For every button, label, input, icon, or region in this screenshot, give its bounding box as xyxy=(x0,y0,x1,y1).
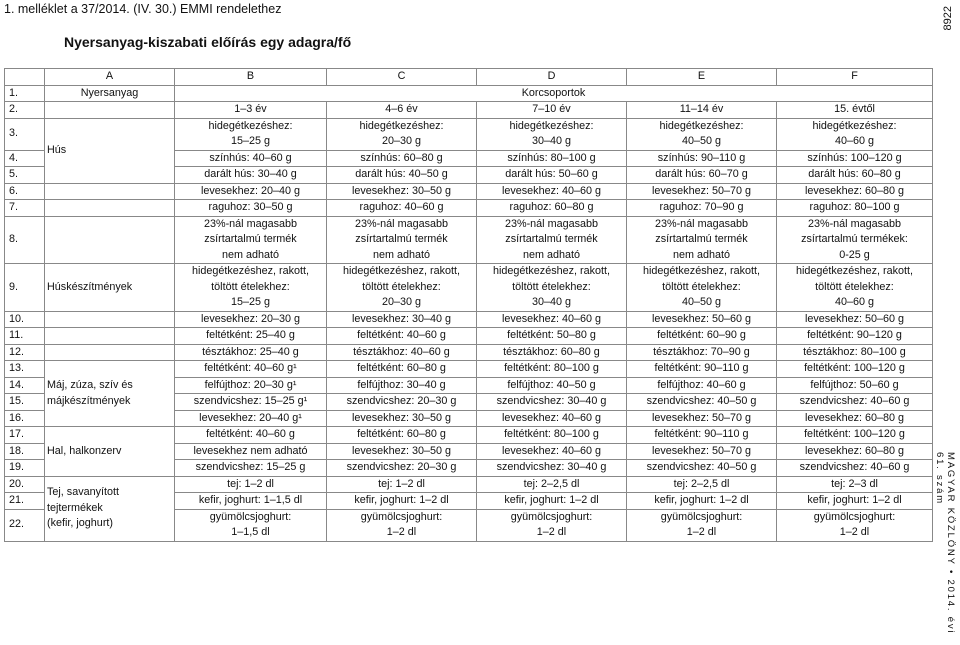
table-cell: színhús: 40–60 g xyxy=(175,150,327,167)
column-header: D xyxy=(477,69,627,86)
table-cell: levesekhez: 40–60 g xyxy=(477,443,627,460)
table-cell: 23%-nál magasabb zsírtartalmú termékek: 0-25 g xyxy=(777,216,933,264)
table-cell: hidegétkezéshez: 40–50 g xyxy=(627,118,777,150)
row-number: 14. xyxy=(5,377,45,394)
table-cell: levesekhez: 20–30 g xyxy=(175,311,327,328)
table-cell: gyümölcsjoghurt: 1–2 dl xyxy=(327,509,477,541)
table-cell: hidegétkezéshez, rakott, töltött ételekhez: 15–25 g xyxy=(175,264,327,312)
table-cell: tej: 1–2 dl xyxy=(327,476,477,493)
table-cell: gyümölcsjoghurt: 1–2 dl xyxy=(477,509,627,541)
table-cell: kefir, joghurt: 1–2 dl xyxy=(327,493,477,510)
table-cell: levesekhez: 50–60 g xyxy=(777,311,933,328)
table-cell: szendvicshez: 15–25 g xyxy=(175,460,327,477)
row-number: 5. xyxy=(5,167,45,184)
row-number: 10. xyxy=(5,311,45,328)
table-cell: levesekhez: 30–50 g xyxy=(327,183,477,200)
table-cell: darált hús: 40–50 g xyxy=(327,167,477,184)
table-cell: felfújthoz: 40–60 g xyxy=(627,377,777,394)
column-header: A xyxy=(45,69,175,86)
row-number: 19. xyxy=(5,460,45,477)
table-cell: feltétként: 40–60 g xyxy=(175,427,327,444)
table-cell: levesekhez: 50–60 g xyxy=(627,311,777,328)
table-cell: tésztákhoz: 70–90 g xyxy=(627,344,777,361)
table-cell: feltétként: 100–120 g xyxy=(777,427,933,444)
row-number: 17. xyxy=(5,427,45,444)
age-group: 4–6 év xyxy=(327,102,477,119)
row-number: 12. xyxy=(5,344,45,361)
table-cell: feltétként: 60–80 g xyxy=(327,427,477,444)
table-cell: feltétként: 80–100 g xyxy=(477,361,627,378)
column-header: C xyxy=(327,69,477,86)
table-cell: levesekhez: 30–40 g xyxy=(327,311,477,328)
table-cell: kefir, joghurt: 1–1,5 dl xyxy=(175,493,327,510)
table-cell: levesekhez: 20–40 g xyxy=(175,183,327,200)
publication-sidebar: MAGYAR KÖZLÖNY • 2014. évi 61. szám xyxy=(934,452,956,635)
table-cell: raguhoz: 40–60 g xyxy=(327,200,477,217)
table-cell: darált hús: 60–70 g xyxy=(627,167,777,184)
table-cell: 23%-nál magasabb zsírtartalmú termék nem adható xyxy=(477,216,627,264)
table-cell: szendvicshez: 20–30 g xyxy=(327,394,477,411)
table-cell: feltétként: 80–100 g xyxy=(477,427,627,444)
table-cell: kefir, joghurt: 1–2 dl xyxy=(627,493,777,510)
row-number: 22. xyxy=(5,509,45,541)
column-header: E xyxy=(627,69,777,86)
table-cell: színhús: 100–120 g xyxy=(777,150,933,167)
table-cell: feltétként: 40–60 g xyxy=(327,328,477,345)
table-cell: hidegétkezéshez, rakott, töltött ételekhez: 20–30 g xyxy=(327,264,477,312)
table-cell: feltétként: 60–90 g xyxy=(627,328,777,345)
row-number: 15. xyxy=(5,394,45,411)
table-cell: raguhoz: 60–80 g xyxy=(477,200,627,217)
table-cell: feltétként: 40–60 g¹ xyxy=(175,361,327,378)
table-row xyxy=(5,216,933,264)
page-number: 8922 xyxy=(942,6,954,31)
column-header: F xyxy=(777,69,933,86)
table-cell: levesekhez: 60–80 g xyxy=(777,410,933,427)
table-cell: tésztákhoz: 40–60 g xyxy=(327,344,477,361)
table-cell: hidegétkezéshez: 40–60 g xyxy=(777,118,933,150)
age-group: 1–3 év xyxy=(175,102,327,119)
table-cell: szendvicshez: 30–40 g xyxy=(477,394,627,411)
table-cell: felfújthoz: 20–30 g¹ xyxy=(175,377,327,394)
table-cell: hidegétkezéshez: 15–25 g xyxy=(175,118,327,150)
row-number: 2. xyxy=(5,102,45,119)
table-row xyxy=(5,183,933,200)
row-number: 6. xyxy=(5,183,45,200)
table-cell: levesekhez: 50–70 g xyxy=(627,443,777,460)
table-cell: szendvicshez: 30–40 g xyxy=(477,460,627,477)
table-cell: 23%-nál magasabb zsírtartalmú termék nem adható xyxy=(175,216,327,264)
table-row xyxy=(5,427,933,444)
row-number: 11. xyxy=(5,328,45,345)
table-row xyxy=(5,476,933,493)
row-number: 9. xyxy=(5,264,45,312)
table-cell: feltétként: 50–80 g xyxy=(477,328,627,345)
table-cell: szendvicshez: 15–25 g¹ xyxy=(175,394,327,411)
age-group: 15. évtől xyxy=(777,102,933,119)
table-row xyxy=(5,361,933,378)
annex-reference: 1. melléklet a 37/2014. (IV. 30.) EMMI rendelethez xyxy=(4,2,282,16)
row-number: 1. xyxy=(5,85,45,102)
table-cell: feltétként: 60–80 g xyxy=(327,361,477,378)
table-cell: tésztákhoz: 25–40 g xyxy=(175,344,327,361)
row-number: 3. xyxy=(5,118,45,150)
table-cell: szendvicshez: 40–50 g xyxy=(627,460,777,477)
table-cell: tej: 1–2 dl xyxy=(175,476,327,493)
table-cell: színhús: 60–80 g xyxy=(327,150,477,167)
table-cell: szendvicshez: 40–50 g xyxy=(627,394,777,411)
table-cell: 23%-nál magasabb zsírtartalmú termék nem adható xyxy=(327,216,477,264)
table-cell: tej: 2–2,5 dl xyxy=(627,476,777,493)
column-header: B xyxy=(175,69,327,86)
table-cell: tésztákhoz: 60–80 g xyxy=(477,344,627,361)
row-number: 16. xyxy=(5,410,45,427)
table-cell: szendvicshez: 40–60 g xyxy=(777,394,933,411)
table-cell: hidegétkezéshez: 30–40 g xyxy=(477,118,627,150)
column-letter-row xyxy=(5,69,933,86)
table-cell: levesekhez: 50–70 g xyxy=(627,183,777,200)
category-huskeszitmenyek: Húskészítmények xyxy=(45,264,175,312)
table-cell: tej: 2–2,5 dl xyxy=(477,476,627,493)
table-cell: levesekhez: 30–50 g xyxy=(327,443,477,460)
table-cell: szendvicshez: 40–60 g xyxy=(777,460,933,477)
table-cell: kefir, joghurt: 1–2 dl xyxy=(777,493,933,510)
table-cell: feltétként: 25–40 g xyxy=(175,328,327,345)
table-row xyxy=(5,200,933,217)
table-cell: feltétként: 90–110 g xyxy=(627,361,777,378)
ingredient-table xyxy=(4,68,933,542)
table-cell: felfújthoz: 30–40 g xyxy=(327,377,477,394)
category-tej: Tej, savanyított tejtermékek (kefir, joghurt) xyxy=(45,476,175,541)
table-cell: levesekhez: 40–60 g xyxy=(477,311,627,328)
table-cell: hidegétkezéshez: 20–30 g xyxy=(327,118,477,150)
table-cell: felfújthoz: 50–60 g xyxy=(777,377,933,394)
table-cell: színhús: 90–110 g xyxy=(627,150,777,167)
table-cell: darált hús: 30–40 g xyxy=(175,167,327,184)
table-cell: színhús: 80–100 g xyxy=(477,150,627,167)
table-cell: tésztákhoz: 80–100 g xyxy=(777,344,933,361)
table-cell: levesekhez: 50–70 g xyxy=(627,410,777,427)
table-cell: feltétként: 90–120 g xyxy=(777,328,933,345)
document-title: Nyersanyag-kiszabati előírás egy adagra/fő xyxy=(64,34,352,50)
category-hal: Hal, halkonzerv xyxy=(45,427,175,477)
table-cell: hidegétkezéshez, rakott, töltött ételekhez: 40–60 g xyxy=(777,264,933,312)
age-group: 11–14 év xyxy=(627,102,777,119)
category-hus: Hús xyxy=(45,118,175,183)
age-group-header: Korcsoportok xyxy=(175,85,933,102)
table-row xyxy=(5,102,933,119)
row-number: 21. xyxy=(5,493,45,510)
table-cell: hidegétkezéshez, rakott, töltött ételekhez: 30–40 g xyxy=(477,264,627,312)
table-row xyxy=(5,264,933,312)
table-row xyxy=(5,311,933,328)
table-row xyxy=(5,328,933,345)
table-cell: gyümölcsjoghurt: 1–2 dl xyxy=(777,509,933,541)
table-cell: feltétként: 100–120 g xyxy=(777,361,933,378)
table-row xyxy=(5,85,933,102)
row-number: 4. xyxy=(5,150,45,167)
table-cell: felfújthoz: 40–50 g xyxy=(477,377,627,394)
table-cell: levesekhez: 60–80 g xyxy=(777,443,933,460)
table-cell: kefir, joghurt: 1–2 dl xyxy=(477,493,627,510)
row-number: 7. xyxy=(5,200,45,217)
table-cell: 23%-nál magasabb zsírtartalmú termék nem adható xyxy=(627,216,777,264)
table-cell: darált hús: 60–80 g xyxy=(777,167,933,184)
row-number: 8. xyxy=(5,216,45,264)
table-cell: levesekhez nem adható xyxy=(175,443,327,460)
category-maj: Máj, zúza, szív és májkészítmények xyxy=(45,361,175,427)
age-group: 7–10 év xyxy=(477,102,627,119)
row-number: 18. xyxy=(5,443,45,460)
table-cell: darált hús: 50–60 g xyxy=(477,167,627,184)
table-cell: levesekhez: 40–60 g xyxy=(477,183,627,200)
table-cell: feltétként: 90–110 g xyxy=(627,427,777,444)
row-number: 20. xyxy=(5,476,45,493)
table-cell: levesekhez: 60–80 g xyxy=(777,183,933,200)
table-cell: tej: 2–3 dl xyxy=(777,476,933,493)
table-cell: levesekhez: 20–40 g¹ xyxy=(175,410,327,427)
table-cell: gyümölcsjoghurt: 1–1,5 dl xyxy=(175,509,327,541)
table-row xyxy=(5,118,933,150)
table-cell: hidegétkezéshez, rakott, töltött ételekhez: 40–50 g xyxy=(627,264,777,312)
table-cell: raguhoz: 80–100 g xyxy=(777,200,933,217)
table-cell: levesekhez: 40–60 g xyxy=(477,410,627,427)
ingredient-header: Nyersanyag xyxy=(45,85,175,102)
table-cell: raguhoz: 30–50 g xyxy=(175,200,327,217)
row-number: 13. xyxy=(5,361,45,378)
table-cell: levesekhez: 30–50 g xyxy=(327,410,477,427)
table-cell: szendvicshez: 20–30 g xyxy=(327,460,477,477)
table-cell: gyümölcsjoghurt: 1–2 dl xyxy=(627,509,777,541)
table-cell: raguhoz: 70–90 g xyxy=(627,200,777,217)
table-row xyxy=(5,344,933,361)
